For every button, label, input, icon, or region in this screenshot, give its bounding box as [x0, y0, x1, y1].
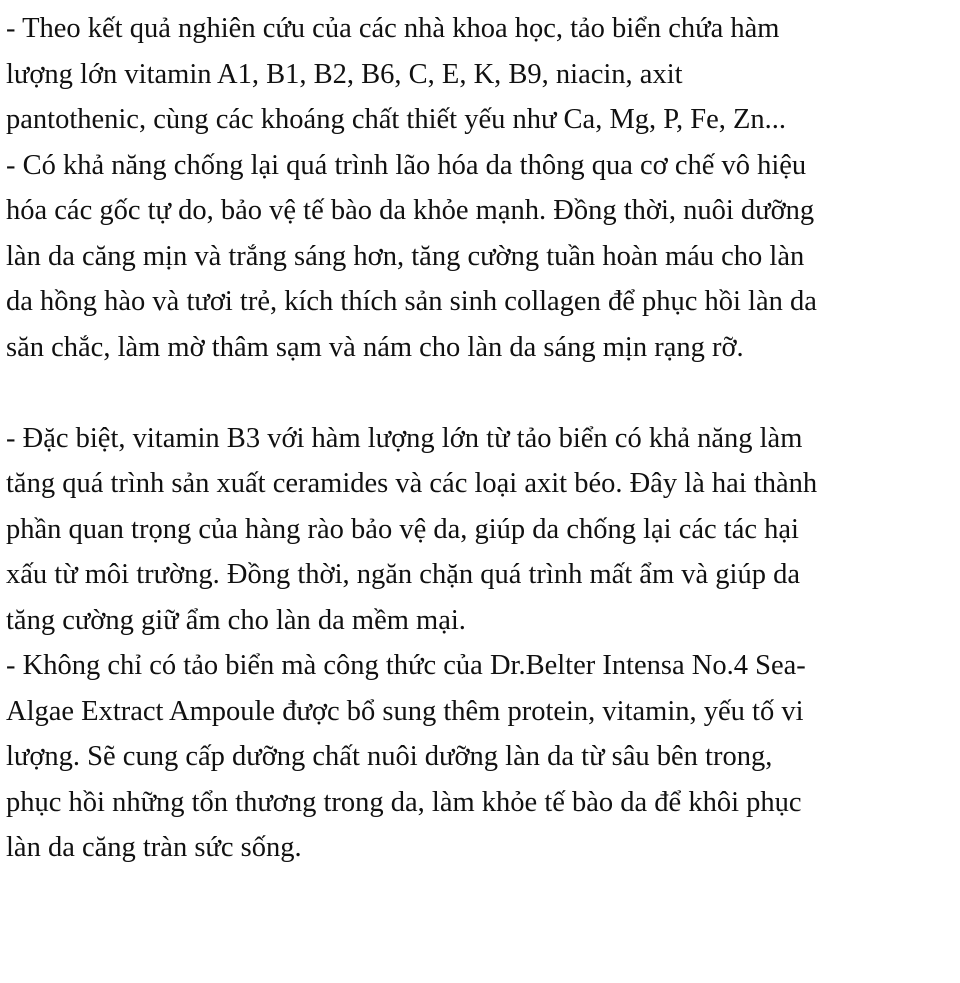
document-body — [6, 6, 954, 871]
text-line: - Có khả năng chống lại quá trình lão hóa da thông qua cơ chế vô hiệu — [6, 149, 807, 181]
paragraph-spacer — [6, 370, 954, 416]
paragraph-nutrients — [6, 6, 954, 143]
text-line: tăng quá trình sản xuất ceramides và các loại axit béo. Đây là hai thành — [6, 468, 818, 499]
text-line: Algae Extract Ampoule được bổ sung thêm protein, vitamin, yếu tố vi — [6, 695, 804, 727]
text-line: hóa các gốc tự do, bảo vệ tế bào da khỏe mạnh. Đồng thời, nuôi dưỡng — [6, 195, 815, 226]
text-line: xấu từ môi trường. Đồng thời, ngăn chặn quá trình mất ẩm và giúp da — [6, 559, 800, 590]
text-line: làn da căng tràn sức sống. — [6, 832, 302, 863]
text-line: phần quan trọng của hàng rào bảo vệ da, giúp da chống lại các tác hại — [6, 513, 799, 545]
paragraph-vitamin-b3 — [6, 416, 954, 644]
text-line: - Không chỉ có tảo biển mà công thức của Dr.Belter Intensa No.4 Sea- — [6, 650, 806, 681]
text-line: săn chắc, làm mờ thâm sạm và nám cho làn da sáng mịn rạng rỡ. — [6, 331, 744, 363]
text-line: lượng. Sẽ cung cấp dưỡng chất nuôi dưỡng làn da từ sâu bên trong, — [6, 741, 773, 772]
text-line: làn da căng mịn và trắng sáng hơn, tăng cường tuần hoàn máu cho làn — [6, 240, 805, 272]
text-line: tăng cường giữ ẩm cho làn da mềm mại. — [6, 604, 466, 636]
paragraph-formula — [6, 643, 954, 871]
text-line: - Theo kết quả nghiên cứu của các nhà khoa học, tảo biển chứa hàm — [6, 13, 780, 44]
text-line: - Đặc biệt, vitamin B3 với hàm lượng lớn từ tảo biển có khả năng làm — [6, 422, 803, 454]
paragraph-anti-aging — [6, 143, 954, 371]
text-line: lượng lớn vitamin A1, B1, B2, B6, C, E, K, B9, niacin, axit — [6, 58, 683, 90]
text-line: pantothenic, cùng các khoáng chất thiết yếu như Ca, Mg, P, Fe, Zn... — [6, 104, 787, 135]
text-line: phục hồi những tổn thương trong da, làm khỏe tế bào da để khôi phục — [6, 786, 802, 818]
text-line: da hồng hào và tươi trẻ, kích thích sản sinh collagen để phục hồi làn da — [6, 286, 817, 317]
